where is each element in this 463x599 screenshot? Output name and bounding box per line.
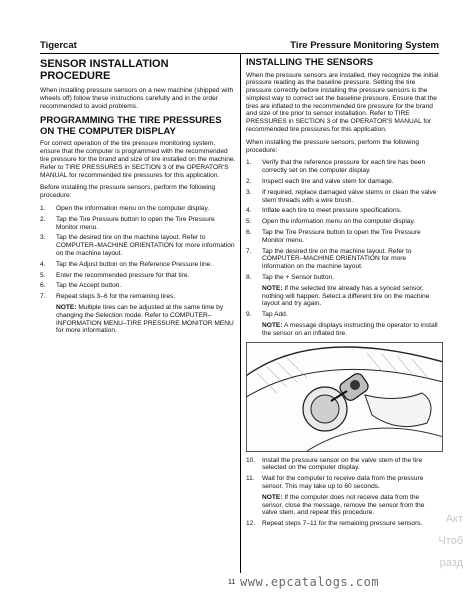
side-watermark-line: разд [439,557,463,569]
step-text: Tap the Adjust button on the Reference Pressure line. [56,260,213,268]
step-text: Repeat steps 3–6 for the remaining tires. [56,293,176,301]
list-item [40,282,236,290]
list-item [246,475,439,491]
step-text: Install the pressure sensor on the valve stem of the tire selected on the computer display. [262,456,423,472]
step-number: 10. [246,456,256,464]
note-text: A message displays instructing the operator to install the sensor on an inflated tire. [262,322,438,337]
message-note [246,322,439,338]
list-item [246,248,439,271]
left-column [40,58,236,338]
step-number: 2. [246,178,252,186]
install-steps [246,159,439,281]
watermark-url: www.epcatalogs.com [240,575,380,589]
step-number: 7. [246,247,252,255]
step-text: Verify that the reference pressure for each tire has been correctly set on the computer display. [262,159,426,175]
list-item [246,311,439,319]
side-watermark [429,508,463,574]
heading-line-2: PROCEDURE [40,70,111,82]
step-text: If required, replace damaged valve stems or clean the valve stem threads with a wire brush. [262,188,437,204]
procedure-intro: Before installing the pressure sensors, perform the following procedure: [40,184,216,200]
step-number: 3. [40,234,46,242]
header-section-title: Tire Pressure Monitoring System [290,40,439,51]
step-number: 9. [246,311,252,319]
note-label: NOTE: [262,493,283,501]
step-number: 6. [246,229,252,237]
step-number: 7. [40,293,46,301]
step-text: Tap the desired tire on the machine layout. Refer to COMPUTER–MACHINE ORIENTATION for more information on the machine layout. [56,234,235,257]
install-step-9 [246,311,439,319]
column-divider [240,53,241,573]
step-text: Inflate each tire to meet pressure specifications. [262,207,402,215]
sensor-install-illustration [246,342,443,452]
list-item [40,261,236,269]
step-number: 3. [246,188,252,196]
step-number: 2. [40,215,46,223]
list-item [40,234,236,257]
step-text: Tap the Accept button. [56,282,122,290]
step-number: 5. [246,218,252,226]
list-item [40,272,236,280]
heading-line-1: SENSOR INSTALLATION [40,58,169,70]
step-number: 12. [246,520,256,528]
list-item [40,205,236,213]
list-item [246,189,439,205]
hand-outline [365,393,431,427]
tire-arc-outer [247,347,442,383]
list-item [246,207,439,215]
installing-sensors-heading: INSTALLING THE SENSORS [246,57,374,68]
install-steps-continued [246,457,439,491]
list-item [246,274,439,282]
list-item [246,229,439,245]
page-number: 11 [228,579,236,586]
list-item [40,216,236,232]
note-label: NOTE: [262,322,283,330]
list-item [246,520,439,528]
step-text: Repeat steps 7–11 for the remaining pressure sensors. [262,520,423,528]
list-item [246,218,439,226]
programming-paragraph: For correct operation of the tire pressure monitoring system, ensure that the computer is programmed with the recommended tire pressure for the brand and size of tire installed on the machine. Refer to TIRE PRESSURES in SECTION 3 of the OPERATOR'S MANUAL for recommended tire pressures for this application. [40,140,236,179]
subheading-line-1: PROGRAMMING THE TIRE PRESSURES [40,115,222,127]
note-label: NOTE: [56,303,77,311]
note-text: If the selected tire already has a synced sensor, nothing will happen. Select a different tire on the machine layout and try again. [262,284,430,308]
step-number: 1. [246,159,252,167]
baseline-paragraph: When the pressure sensors are installed, they recognize the initial pressure reading as the baseline pressure. Setting the tire pressure correctly before installing the pressure sensors is the simplest way to correct set the baseline pressure. Ensure that the tires are inflated to the recommended tire pressure for the brand and size of tire prior to sensor installation. Refer to TIRE PRESSURES in SECTION 3 of the OPERATOR'S MANUAL for recommended tire pressures for this application. [246,71,439,134]
side-watermark-line: Чтоб [438,535,463,547]
sensor-cap [350,380,360,390]
note-text: If the computer does not receive data from the sensor, close the message, remove the sensor from the valve stem, and repeat this procedure. [262,493,425,517]
synced-sensor-note [246,285,439,308]
step-text: Tap the Tire Pressure button to open the Tire Pressure Monitor menu. [56,215,215,231]
header-brand: Tigercat [40,40,77,51]
list-item [246,178,439,186]
intro-paragraph: When installing pressure sensors on a new machine (shipped with wheels off) follow these instructions carefully and in the order recommended to avoid problems. [40,87,234,110]
list-item [246,159,439,175]
step-text: Enter the recommended pressure for that tire. [56,271,190,279]
step-text: Open the information menu on the computer display. [262,218,416,226]
list-item [246,457,439,473]
right-column [246,58,439,531]
step-number: 4. [40,260,46,268]
step-text: Tap the + Sensor button. [262,274,335,282]
programming-heading [40,116,236,137]
step-number: 11. [246,475,255,483]
install-procedure-intro: When installing the pressure sensors, perform the following procedure: [246,138,419,154]
step-text: Open the information menu on the computer display. [56,204,210,212]
step-number: 6. [40,282,46,290]
rim-arc [307,428,442,451]
step-number: 8. [246,274,252,282]
note-text: Multiple tires can be adjusted at the same time by changing the Selection mode. Refer to COMPUTER–INFORMATION MENU–TIRE PRESSURE MONITOR MENU for more information. [56,303,234,335]
multiple-tires-note [40,304,236,335]
step-text: Inspect each tire and valve stem for damage. [262,178,394,186]
side-watermark-line: Акт [445,513,463,525]
subheading-line-2: ON THE COMPUTER DISPLAY [40,125,176,137]
no-data-note [246,494,439,517]
step-text: Tap the desired tire on the machine layout. Refer to COMPUTER–MACHINE ORIENTATION for more information on the machine layout. [262,247,412,271]
install-step-12 [246,520,439,528]
tire-valve-illustration [247,343,442,451]
step-text: Tap Add. [262,311,288,319]
note-label: NOTE: [262,284,283,292]
list-item [40,293,236,301]
step-text: Tap the Tire Pressure button to open the Tire Pressure Monitor menu. [262,229,421,244]
step-text: Wait for the computer to receive data from the pressure sensor. This may take up to 60 seconds. [262,475,424,490]
sensor-installation-heading [40,58,236,82]
step-number: 4. [246,207,252,215]
step-number: 1. [40,204,46,212]
step-number: 5. [40,271,46,279]
programming-steps [40,205,236,301]
